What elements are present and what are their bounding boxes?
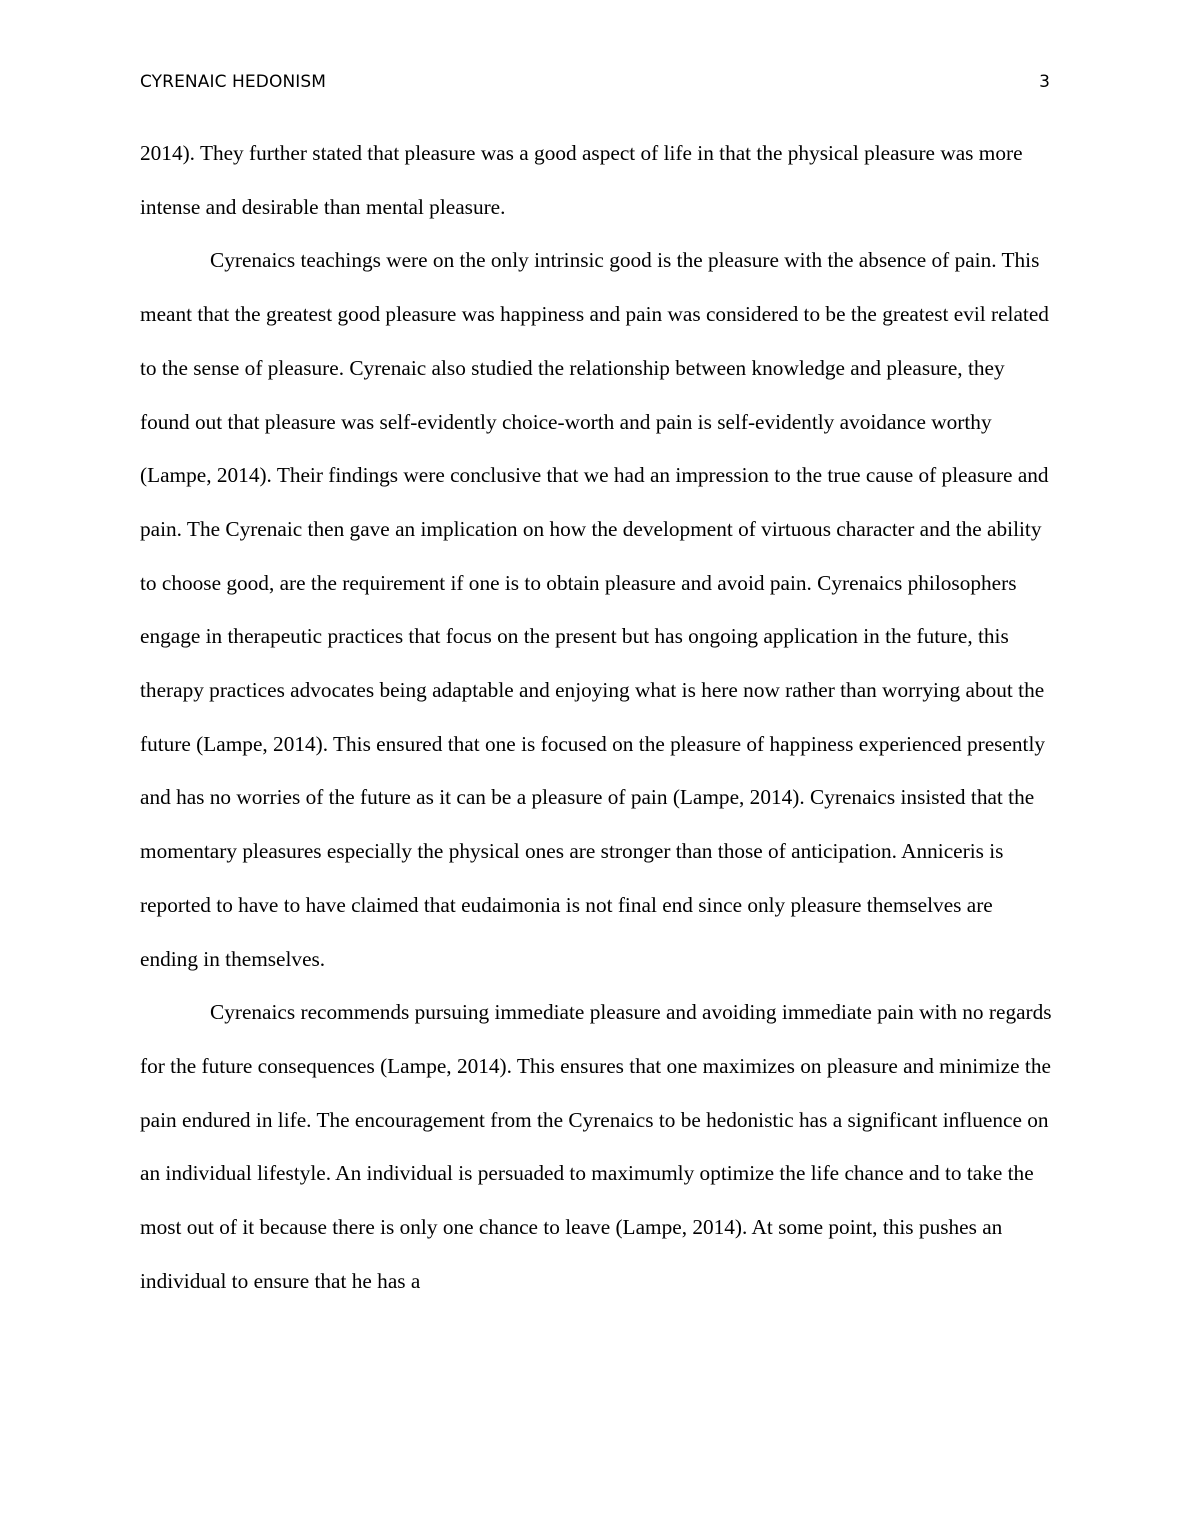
paragraph-immediate-pleasure: Cyrenaics recommends pursuing immediate pleasure and avoiding immediate pain with no regards for the future consequences (Lampe, 2014). This ensures that one maximizes on pleasure and minimize the pain endured in life. The encouragement from the Cyrenaics to be hedonistic has a significant influence on an individual lifestyle. An individual is persuaded to maximumly optimize the life chance and to take the most out of it because there is only one chance to leave (Lampe, 2014). At some point, this pushes an individual to ensure that he has a <box>140 1000 1052 1293</box>
paragraph-continuation: 2014). They further stated that pleasure was a good aspect of life in that the physical pleasure was more intense and desirable than mental pleasure. <box>140 141 1023 219</box>
body-text <box>140 127 1052 1308</box>
page-number: 3 <box>1039 72 1050 92</box>
running-head: CYRENAIC HEDONISM <box>140 72 327 92</box>
paragraph-cyrenaic-teachings: Cyrenaics teachings were on the only intrinsic good is the pleasure with the absence of pain. This meant that the greatest good pleasure was happiness and pain was considered to be the greatest evil related to the sense of pleasure. Cyrenaic also studied the relationship between knowledge and pleasure, they found out that pleasure was self-evidently choice-worth and pain is self-evidently avoidance worthy (Lampe, 2014). Their findings were conclusive that we had an impression to the true cause of pleasure and pain. The Cyrenaic then gave an implication on how the development of virtuous character and the ability to choose good, are the requirement if one is to obtain pleasure and avoid pain. Cyrenaics philosophers engage in therapeutic practices that focus on the present but has ongoing application in the future, this therapy practices advocates being adaptable and enjoying what is here now rather than worrying about the future (Lampe, 2014). This ensured that one is focused on the pleasure of happiness experienced presently and has no worries of the future as it can be a pleasure of pain (Lampe, 2014). Cyrenaics insisted that the momentary pleasures especially the physical ones are stronger than those of anticipation. Anniceris is reported to have to have claimed that eudaimonia is not final end since only pleasure themselves are ending in themselves. <box>140 248 1049 971</box>
